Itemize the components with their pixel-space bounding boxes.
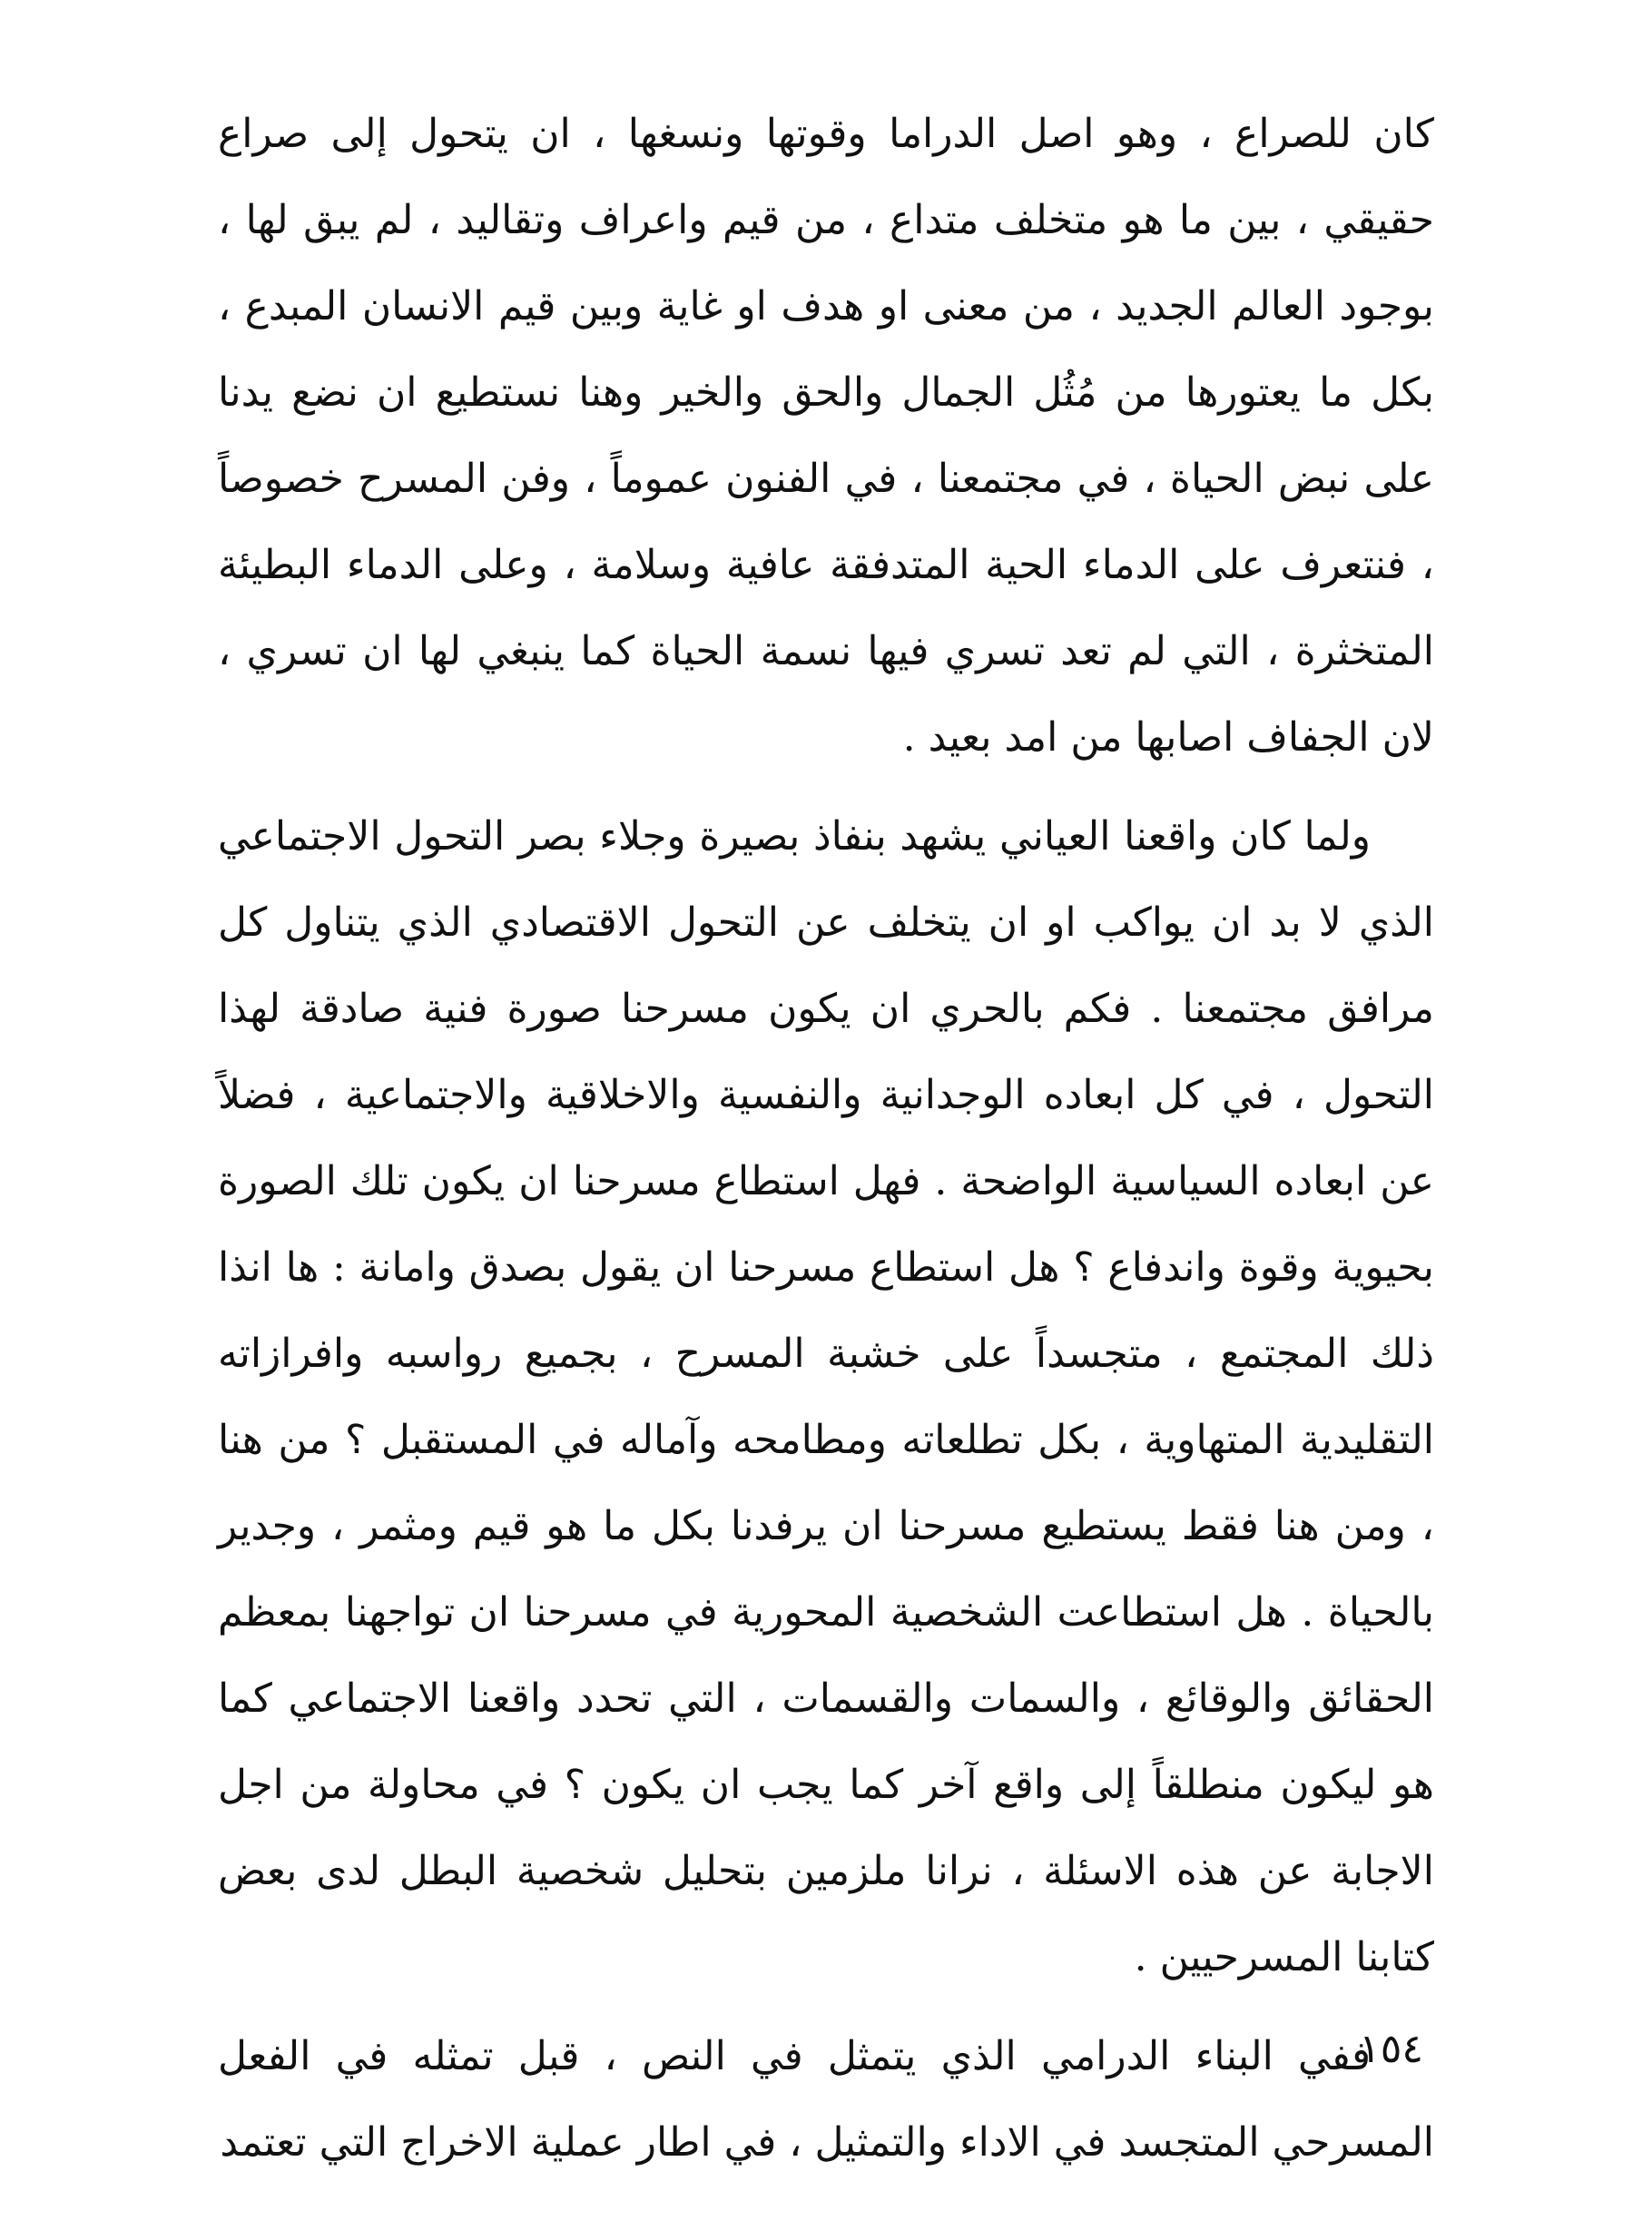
paragraph-1: كان للصراع ، وهو اصل الدراما وقوتها ونسغها ، ان يتحول إلى صراع حقيقي ، بين ما هو متخلف متداع ، من قيم واعراف وتقاليد ، لم يبق لها ، بوجود العالم الجديد ، من معنى او هدف او غاية وبين قيم الانسان المبدع ، بكل ما يعتورها من مُثُل الجمال والحق والخير وهنا نستطيع ان نضع يدنا على نبض الحياة ، في مجتمعنا ، في الفنون عموماً ، وفن المسرح خصوصاً ، فنتعرف على الدماء الحية المتدفقة عافية وسلامة ، وعلى الدماء البطيئة المتخثرة ، التي لم تعد تسري فيها نسمة الحياة كما ينبغي لها ان تسري ، لان الجفاف اصابها من امد بعيد . <box>218 111 1434 761</box>
body-text <box>218 91 1434 2186</box>
paragraph-3: ففي البناء الدرامي الذي يتمثل في النص ، قبل تمثله في الفعل المسرحي المتجسد في الاداء والتمثيل ، في اطار عملية الاخراج التي تعتمد <box>218 2033 1434 2166</box>
paragraph-2: ولما كان واقعنا العياني يشهد بنفاذ بصيرة وجلاء بصر التحول الاجتماعي الذي لا بد ان يواكب او ان يتخلف عن التحول الاقتصادي الذي يتناول كل مرافق مجتمعنا . فكم بالحري ان يكون مسرحنا صورة فنية صادقة لهذا التحول ، في كل ابعاده الوجدانية والنفسية والاخلاقية والاجتماعية ، فضلاً عن ابعاده السياسية الواضحة . فهل استطاع مسرحنا ان يكون تلك الصورة بحيوية وقوة واندفاع ؟ هل استطاع مسرحنا ان يقول بصدق وامانة : ها انذا ذلك المجتمع ، متجسداً على خشبة المسرح ، بجميع رواسبه وافرازاته التقليدية المتهاوية ، بكل تطلعاته ومطامحه وآماله في المستقبل ؟ من هنا ، ومن هنا فقط يستطيع مسرحنا ان يرفدنا بكل ما هو قيم ومثمر ، وجدير بالحياة . هل استطاعت الشخصية المحورية في مسرحنا ان تواجهنا بمعظم الحقائق والوقائع ، والسمات والقسمات ، التي تحدد واقعنا الاجتماعي كما هو ليكون منطلقاً إلى واقع آخر كما يجب ان يكون ؟ في محاولة من اجل الاجابة عن هذه الاسئلة ، نرانا ملزمين بتحليل شخصية البطل لدى بعض كتابنا المسرحيين . <box>218 813 1434 1980</box>
page-number: ١٥٤ <box>1359 2026 1423 2072</box>
